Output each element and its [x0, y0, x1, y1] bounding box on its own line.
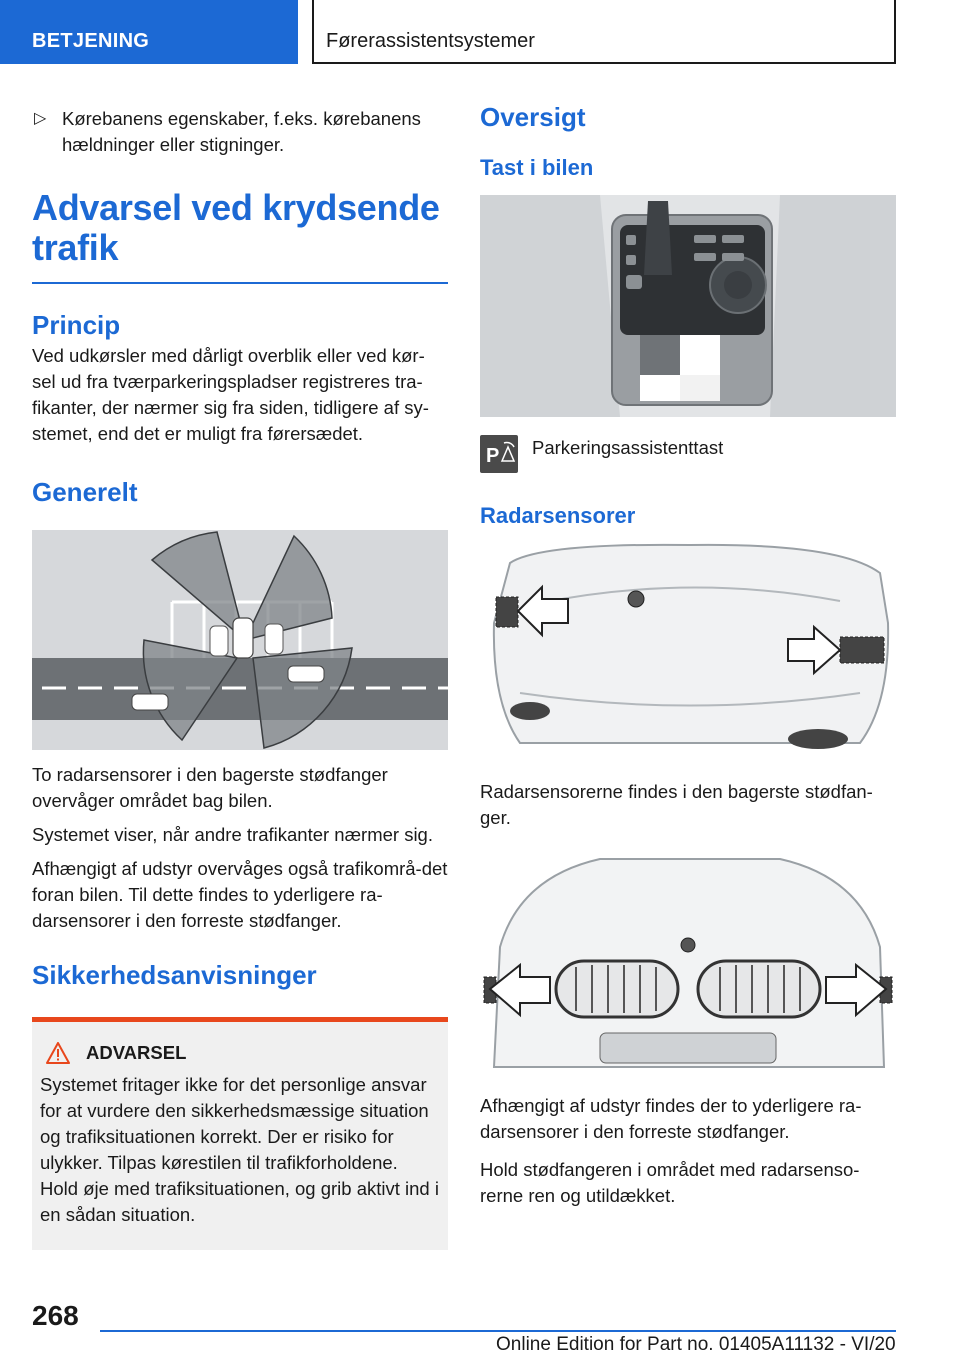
- general-text-1: To radarsensorer i den bagerste stødfanger overvåger området bag bilen.: [32, 764, 388, 811]
- principle-heading: Princip: [32, 310, 121, 340]
- parking-assistant-button-icon: [480, 435, 518, 473]
- general-text-2: Systemet viser, når andre trafikanter nærmer sig.: [32, 824, 433, 845]
- footer-divider: [100, 1330, 896, 1332]
- header-title: Førerassistentsystemer: [326, 30, 535, 52]
- safety-heading: Sikkerhedsanvisninger: [32, 960, 317, 990]
- overview-heading: Oversigt: [480, 102, 586, 132]
- header-section-label: BETJENING: [32, 30, 150, 52]
- svg-text:P: P: [486, 445, 500, 467]
- general-heading: Generelt: [32, 477, 138, 507]
- center-console-icon: [480, 195, 896, 417]
- radar-text-2: Afhængigt af udstyr findes der to yderligere ra-darsensorer i den forreste stødfanger.: [480, 1095, 862, 1142]
- page-number: 268: [32, 1300, 79, 1331]
- radar-text-1: Radarsensorerne findes i den bagerste stødfan-ger.: [480, 781, 873, 828]
- right-column: [480, 102, 896, 1209]
- warning-text: Systemet fritager ikke for det personlige ansvar for at vurdere den sikkerhedsmæssige situation og trafiksituationen korrekt. Der er risiko for ulykker. Tilpas kørestilen til trafikforholdene. Hold øje med trafiksituationen, og grib aktivt ind i en sådan situation.: [40, 1074, 439, 1225]
- cross-traffic-illustration: [32, 530, 448, 750]
- bullet-item: [32, 106, 448, 158]
- triangle-bullet-icon: ▷: [34, 110, 47, 127]
- rear-car-icon: [480, 543, 896, 765]
- section-divider: [32, 282, 448, 284]
- front-bumper-image: [480, 857, 896, 1079]
- radar-text-3: Hold stødfangeren i området med radarsenso-rerne ren og utildækket.: [480, 1159, 860, 1206]
- front-car-icon: [480, 857, 896, 1079]
- general-text-3: Afhængigt af udstyr overvåges også trafikområ-det foran bilen. Til dette findes to yderligere ra-darsensorer i den forreste stødfanger.: [32, 858, 448, 931]
- radar-heading: Radarsensorer: [480, 503, 636, 528]
- footer-edition: Online Edition for Part no. 01405A11132 - VI/20: [496, 1334, 896, 1355]
- button-heading: Tast i bilen: [480, 155, 594, 180]
- button-caption-row: [480, 435, 896, 473]
- rear-bumper-image: [480, 543, 896, 765]
- warning-triangle-icon: [46, 1042, 70, 1064]
- warning-title: ADVARSEL: [86, 1042, 187, 1063]
- button-caption: Parkeringsassistenttast: [532, 437, 724, 458]
- left-column: [32, 106, 448, 1250]
- center-console-image: [480, 195, 896, 417]
- section-title: Advarsel ved krydsende trafik: [32, 187, 440, 268]
- principle-text: Ved udkørsler med dårligt overblik eller ved kør-sel ud fra tværparkeringspladser registreres tra-fikanter, der nærmer sig fra siden, tidligere af sy-stemet, end det er muligt fra førersædet.: [32, 345, 429, 444]
- warning-box: [32, 1017, 448, 1250]
- cross-traffic-diagram-icon: [32, 530, 448, 750]
- bullet-text: Kørebanens egenskaber, f.eks. kørebanens hældninger eller stigninger.: [62, 108, 421, 155]
